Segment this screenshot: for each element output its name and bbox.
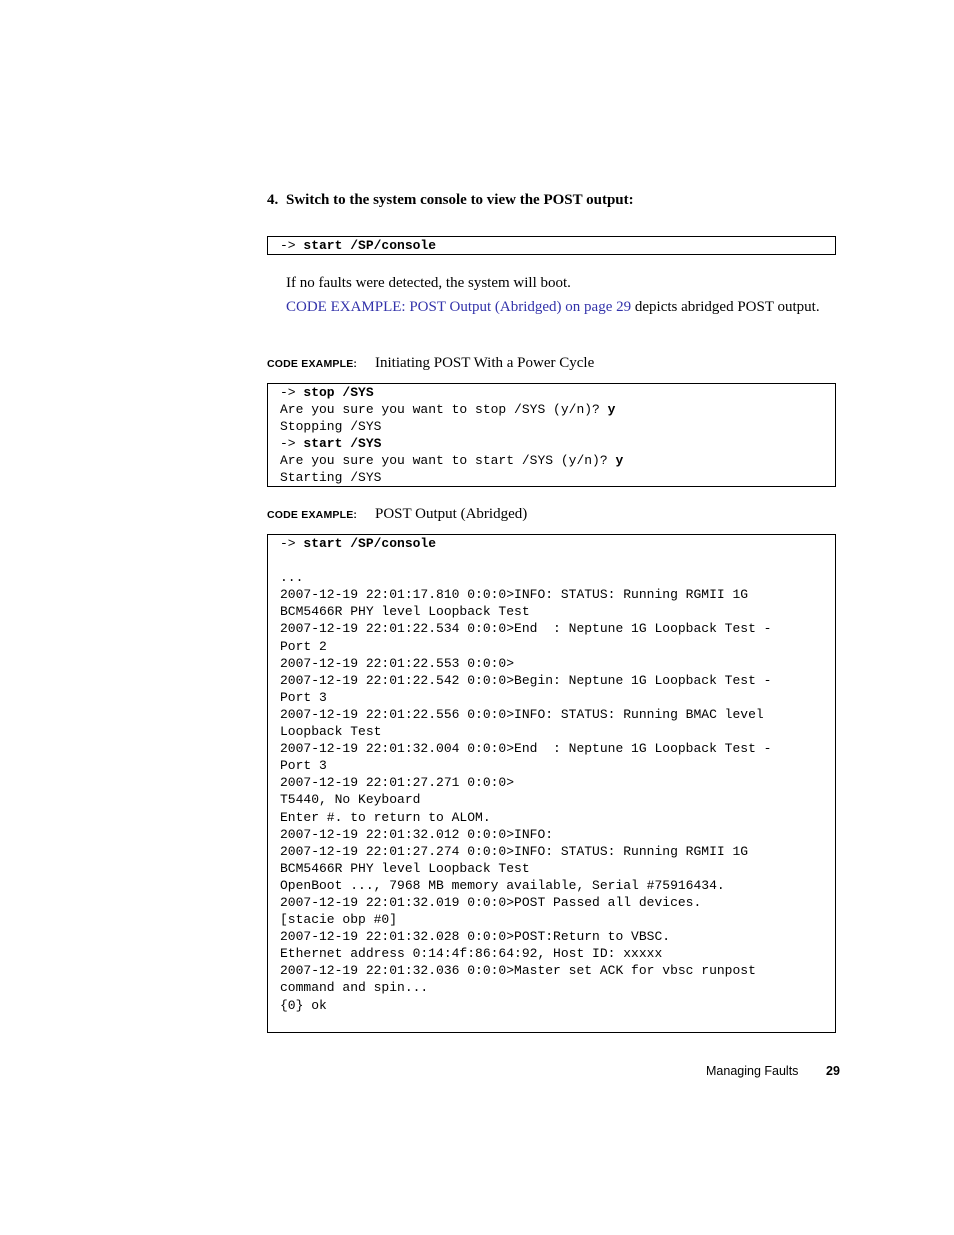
code-text: -> [280,238,304,253]
code-command: start /SYS [303,436,382,452]
code-line [280,979,835,996]
code-block-console [267,236,836,255]
code-line [280,672,835,689]
code-line [280,569,835,586]
caption-title: Initiating POST With a Power Cycle [375,355,595,371]
code-line [280,928,835,945]
code-text: 2007-12-19 22:01:32.028 0:0:0>POST:Return to VBSC. [280,929,671,945]
code-text: OpenBoot ..., 7968 MB memory available, Serial #75916434. [280,877,725,893]
code-text: Port 3 [280,758,327,774]
code-text: Port 3 [280,689,327,705]
code-text: Enter #. to return to ALOM. [280,809,491,825]
code-text: -> [280,436,304,452]
code-text: command and spin... [280,980,429,996]
code-line [280,620,835,637]
paragraph-code-reference [286,298,836,316]
code-line [280,706,835,723]
code-text: Stopping /SYS [280,419,382,435]
code-caption-power-cycle [267,355,594,372]
code-text: 2007-12-19 22:01:22.553 0:0:0> [280,655,515,671]
code-text: Port 2 [280,638,327,654]
code-command: stop /SYS [303,385,374,400]
code-text: Are you sure you want to start /SYS (y/n)? [280,453,616,469]
code-command: y [607,402,616,418]
paragraph-rest: depicts abridged POST output. [631,299,820,315]
code-line [280,877,835,894]
code-command: start /SP/console [303,536,437,551]
code-line [280,791,835,808]
code-text: Ethernet address 0:14:4f:86:64:92, Host ID: xxxxx [280,946,663,962]
code-line [280,435,835,452]
code-line [280,740,835,757]
code-text: 2007-12-19 22:01:27.274 0:0:0>INFO: STATUS: Running RGMII 1G [280,843,749,859]
code-line [280,603,835,620]
code-line [280,638,835,655]
step-number: 4. [267,192,279,208]
caption-label: CODE EXAMPLE: [267,358,358,370]
code-line [280,552,835,569]
code-text: 2007-12-19 22:01:32.012 0:0:0>INFO: [280,826,554,842]
code-text: 2007-12-19 22:01:32.036 0:0:0>Master set ACK for vbsc runpost [280,963,756,979]
code-text: -> [280,536,304,551]
code-text: 2007-12-19 22:01:22.556 0:0:0>INFO: STATUS: Running BMAC level [280,706,764,722]
code-text: 2007-12-19 22:01:22.542 0:0:0>Begin: Neptune 1G Loopback Test - [280,672,772,688]
code-line [280,997,835,1014]
code-line [280,843,835,860]
code-line [280,401,835,418]
code-text: Loopback Test [280,724,382,740]
code-line [280,894,835,911]
code-line [280,452,835,469]
code-caption-post-output [267,506,527,523]
code-line [280,586,835,603]
step-text: Switch to the system console to view the POST output: [286,192,634,208]
code-line [280,809,835,826]
code-line [280,384,835,401]
code-text: 2007-12-19 22:01:22.534 0:0:0>End : Neptune 1G Loopback Test - [280,621,772,637]
code-text: 2007-12-19 22:01:32.019 0:0:0>POST Passed all devices. [280,894,702,910]
cross-reference-link[interactable]: CODE EXAMPLE: POST Output (Abridged) on page 29 [286,299,632,315]
code-line [280,911,835,928]
code-text: BCM5466R PHY level Loopback Test [280,860,530,876]
code-line [280,418,835,435]
code-line [280,757,835,774]
footer-section-title: Managing Faults [706,1064,799,1078]
caption-label: CODE EXAMPLE: [267,509,358,521]
code-text: T5440, No Keyboard [280,792,421,808]
code-line [280,469,835,486]
code-text: -> [280,385,304,400]
code-line [280,535,835,552]
code-text: [stacie obp #0] [280,912,398,928]
code-text: BCM5466R PHY level Loopback Test [280,604,530,620]
footer-page-number: 29 [826,1064,840,1078]
code-line [280,860,835,877]
code-block-post-output [267,534,836,1033]
code-block-power-cycle [267,383,836,487]
code-text: 2007-12-19 22:01:32.004 0:0:0>End : Neptune 1G Loopback Test - [280,741,772,757]
code-text: ... [280,570,304,586]
code-line [280,945,835,962]
caption-title: POST Output (Abridged) [375,506,528,522]
step-heading [267,192,634,209]
code-command: y [615,453,624,469]
code-text: 2007-12-19 22:01:27.271 0:0:0> [280,775,515,791]
paragraph-no-faults: If no faults were detected, the system will boot. [286,275,571,291]
code-text: 2007-12-19 22:01:17.810 0:0:0>INFO: STATUS: Running RGMII 1G [280,587,749,603]
code-text: {0} ok [280,997,327,1013]
code-line [280,237,835,254]
code-line [280,655,835,672]
code-line [280,689,835,706]
code-text: Are you sure you want to stop /SYS (y/n)? [280,402,608,418]
code-text: Starting /SYS [280,470,382,486]
code-line [280,826,835,843]
code-line [280,962,835,979]
code-line [280,723,835,740]
code-command: start /SP/console [303,238,437,253]
code-line [280,774,835,791]
